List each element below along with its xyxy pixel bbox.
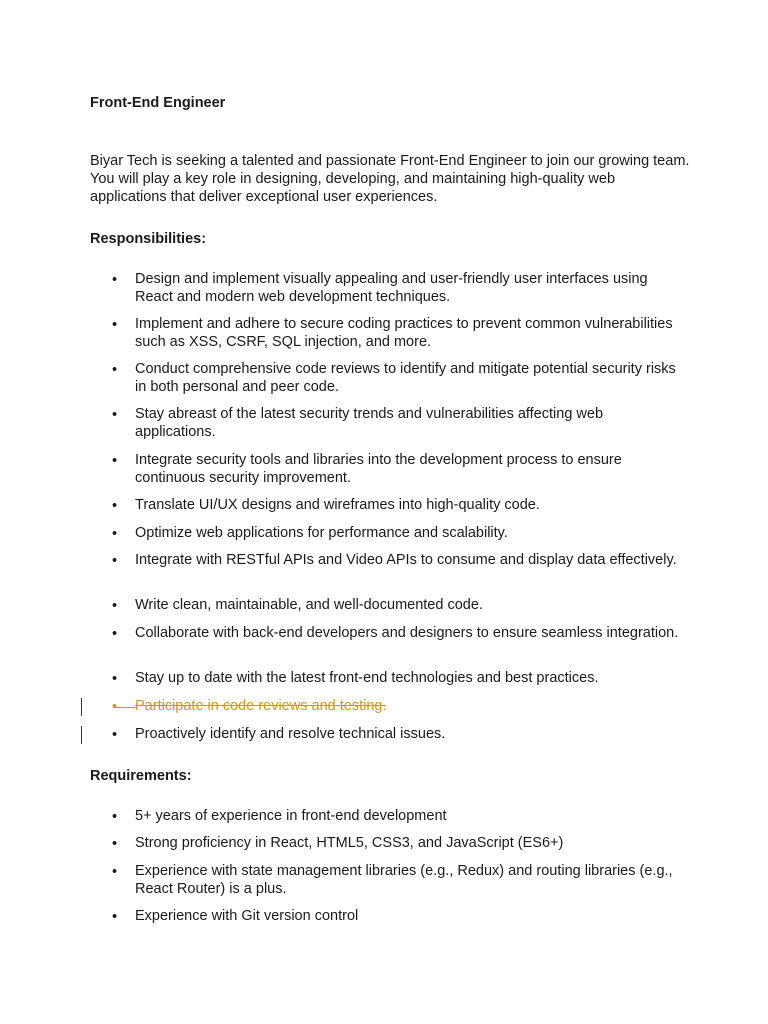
requirements-heading: Requirements: [90,768,192,784]
list-item-text: Experience with state management libraries (e.g., Redux) and routing libraries (e.g., React Router) is a plus. [135,863,673,897]
bullet: • [112,453,118,469]
bullet: • [112,498,118,514]
list-item-text: Write clean, maintainable, and well-documented code. [135,597,483,613]
bullet: • [112,272,118,288]
list-item-text: Stay up to date with the latest front-end technologies and best practices. [135,670,599,686]
bullet: • [112,727,118,743]
responsibilities-heading: Responsibilities: [90,231,207,247]
document-title: Front-End Engineer [90,95,226,111]
bullet: • [112,317,118,333]
strikethrough-line [113,707,137,708]
list-item-text: Integrate with RESTful APIs and Video APIs to consume and display data effectively. [135,552,677,568]
list-item-text: Experience with Git version control [135,908,359,924]
list-item-text: Implement and adhere to secure coding practices to prevent common vulnerabilities such as XSS, CSRF, SQL injection, and more. [135,316,673,350]
bullet: • [112,909,118,925]
list-item-text: 5+ years of experience in front-end development [135,808,447,824]
list-item-text-deleted: Participate in code reviews and testing. [135,698,387,714]
bullet: • [112,836,118,852]
change-bar [81,698,82,716]
list-item-text: Proactively identify and resolve technical issues. [135,726,446,742]
list-item-text: Stay abreast of the latest security trends and vulnerabilities affecting web applications. [135,406,604,440]
bullet: • [112,407,118,423]
bullet: • [112,362,118,378]
bullet: • [112,671,118,687]
list-item-text: Translate UI/UX designs and wireframes into high-quality code. [135,497,540,513]
list-item-text: Integrate security tools and libraries into the development process to ensure continuous security improvement. [135,452,622,486]
bullet: • [112,864,118,880]
bullet: • [112,553,118,569]
bullet: • [112,809,118,825]
list-item-text: Collaborate with back-end developers and designers to ensure seamless integration. [135,625,679,641]
change-bar [81,726,82,744]
bullet: • [112,598,118,614]
list-item-text: Design and implement visually appealing and user-friendly user interfaces using React and modern web development techniques. [135,271,648,305]
bullet: • [112,626,118,642]
bullet: • [112,526,118,542]
list-item-text: Strong proficiency in React, HTML5, CSS3, and JavaScript (ES6+) [135,835,564,851]
list-item-text: Conduct comprehensive code reviews to identify and mitigate potential security risks in both personal and peer code. [135,361,676,395]
list-item-text: Optimize web applications for performance and scalability. [135,525,508,541]
intro-paragraph: Biyar Tech is seeking a talented and passionate Front-End Engineer to join our growing team. You will play a key role in designing, developing, and maintaining high-quality web applications that deliver exceptional user experiences. [90,153,690,205]
